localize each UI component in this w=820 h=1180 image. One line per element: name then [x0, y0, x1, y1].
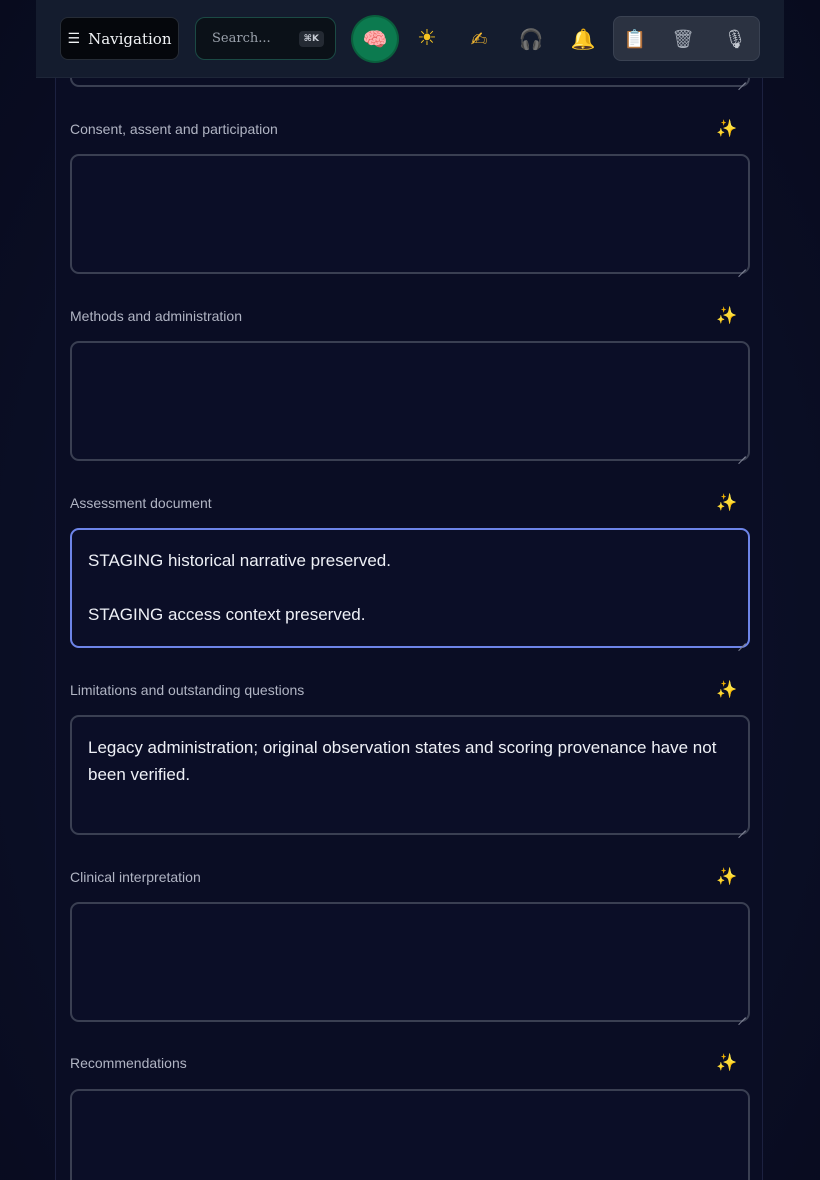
- recommendations-textarea[interactable]: [70, 1089, 750, 1180]
- resize-handle[interactable]: [738, 1010, 746, 1018]
- limitations-textarea[interactable]: Legacy administration; original observation states and scoring provenance have not been verified.: [70, 715, 750, 835]
- interpretation-textarea[interactable]: [70, 902, 750, 1022]
- clipboard-icon[interactable]: 📋: [623, 28, 647, 50]
- sparkle-icon[interactable]: ✨: [716, 680, 738, 700]
- sparkle-icon[interactable]: ✨: [716, 867, 738, 887]
- tool-group: [613, 16, 760, 61]
- writing-hand-icon[interactable]: ✍: [470, 27, 488, 51]
- microphone-icon[interactable]: 🎙: [723, 28, 747, 50]
- bell-icon[interactable]: 🔔: [570, 27, 596, 51]
- field-label-interpretation: Clinical interpretation: [70, 869, 201, 885]
- brain-icon[interactable]: 🧠: [353, 17, 397, 61]
- sun-icon[interactable]: ☀: [417, 26, 437, 51]
- assessment-textarea[interactable]: STAGING historical narrative preserved. STAGING access context preserved.: [70, 528, 750, 648]
- trash-icon[interactable]: 🗑: [671, 28, 695, 50]
- field-label-limitations: Limitations and outstanding questions: [70, 682, 305, 698]
- resize-handle[interactable]: [738, 262, 746, 270]
- sparkle-icon[interactable]: ✨: [716, 119, 738, 139]
- resize-handle[interactable]: [738, 449, 746, 457]
- menu-icon: ☰: [67, 30, 81, 47]
- resize-handle[interactable]: [738, 823, 746, 831]
- sparkle-icon[interactable]: ✨: [716, 306, 738, 326]
- consent-textarea[interactable]: [70, 154, 750, 274]
- search-placeholder: Search...: [212, 31, 271, 46]
- search-shortcut-badge: ⌘K: [299, 31, 324, 47]
- field-label-assessment: Assessment document: [70, 495, 212, 511]
- field-label-consent: Consent, assent and participation: [70, 121, 278, 137]
- search-input[interactable]: [195, 17, 336, 60]
- resize-handle[interactable]: [738, 636, 746, 644]
- navigation-button[interactable]: [60, 17, 179, 60]
- sparkle-icon[interactable]: ✨: [716, 1053, 738, 1073]
- field-label-recommendations: Recommendations: [70, 1055, 187, 1071]
- navigation-label: Navigation: [88, 29, 172, 48]
- headphones-icon[interactable]: 🎧: [518, 27, 544, 51]
- top-toolbar: [36, 0, 784, 78]
- sparkle-icon[interactable]: ✨: [716, 493, 738, 513]
- field-label-methods: Methods and administration: [70, 308, 242, 324]
- methods-textarea[interactable]: [70, 341, 750, 461]
